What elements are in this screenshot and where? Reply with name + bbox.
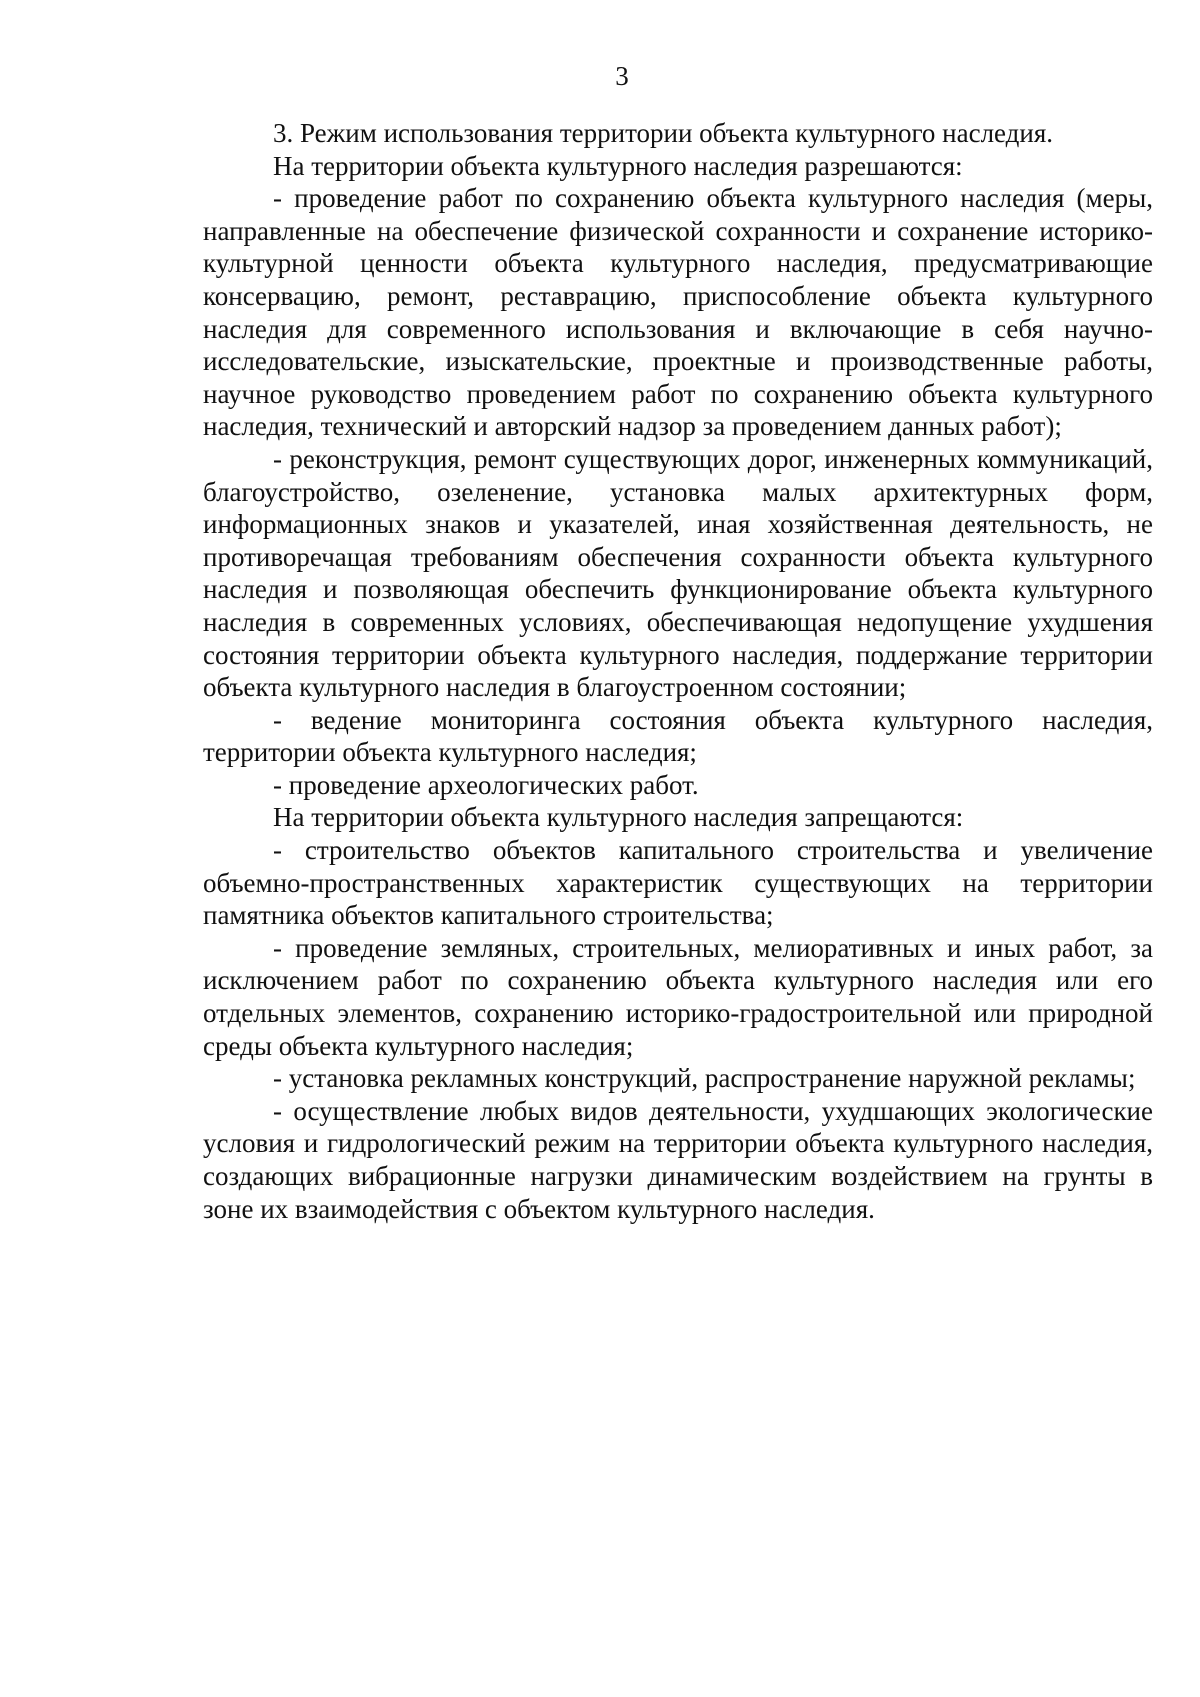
section-heading: 3. Режим использования территории объекта культурного наследия. — [273, 118, 1054, 148]
permitted-item: - проведение работ по сохранению объекта культурного наследия (меры, направленные на обеспечение физической сохранности и сохранение историко-культурной ценности объекта культурного наследия, предусматривающие консервацию, ремонт, реставрацию, приспособление объекта культурного наследия для современного использования и включающие в себя научно-исследовательские, изыскательские, проектные и производственные работы, научное руководство проведением работ по сохранению объекта культурного наследия, технический и авторский надзор за проведением данных работ); — [203, 183, 1153, 442]
permitted-item: - ведение мониторинга состояния объекта культурного наследия, территории объекта культурного наследия; — [203, 704, 1153, 768]
prohibited-item: - установка рекламных конструкций, распространение наружной рекламы; — [273, 1063, 1136, 1094]
permitted-intro: На территории объекта культурного наследия разрешаются: — [273, 150, 963, 181]
prohibited-item: - проведение земляных, строительных, мелиоративных и иных работ, за исключением работ по сохранению объекта культурного наследия или его отдельных элементов, сохранению историко-градостроительной или природной среды объекта культурного наследия; — [203, 932, 1153, 1061]
permitted-item: - реконструкция, ремонт существующих дорог, инженерных коммуникаций, благоустройство, озеленение, установка малых архитектурных форм, информационных знаков и указателей, иная хозяйственная деятельность, не противоречащая требованиям обеспечения сохранности объекта культурного наследия и позволяющая обеспечить функционирование объекта культурного наследия в современных условиях, обеспечивающая недопущение ухудшения состояния территории объекта культурного наследия, поддержание территории объекта культурного наследия в благоустроенном состоянии; — [203, 443, 1153, 703]
prohibited-item: - осуществление любых видов деятельности, ухудшающих экологические условия и гидрологический режим на территории объекта культурного наследия, создающих вибрационные нагрузки динамическим воздействием на грунты в зоне их взаимодействия с объектом культурного наследия. — [203, 1095, 1153, 1224]
document-body — [203, 117, 1153, 1225]
page-number: 3 — [615, 61, 629, 91]
permitted-item: - проведение археологических работ. — [273, 769, 699, 800]
prohibited-item: - строительство объектов капитального строительства и увеличение объемно-пространственных характеристик существующих на территории памятника объектов капитального строительства; — [203, 835, 1153, 931]
prohibited-intro: На территории объекта культурного наследия запрещаются: — [273, 802, 964, 833]
